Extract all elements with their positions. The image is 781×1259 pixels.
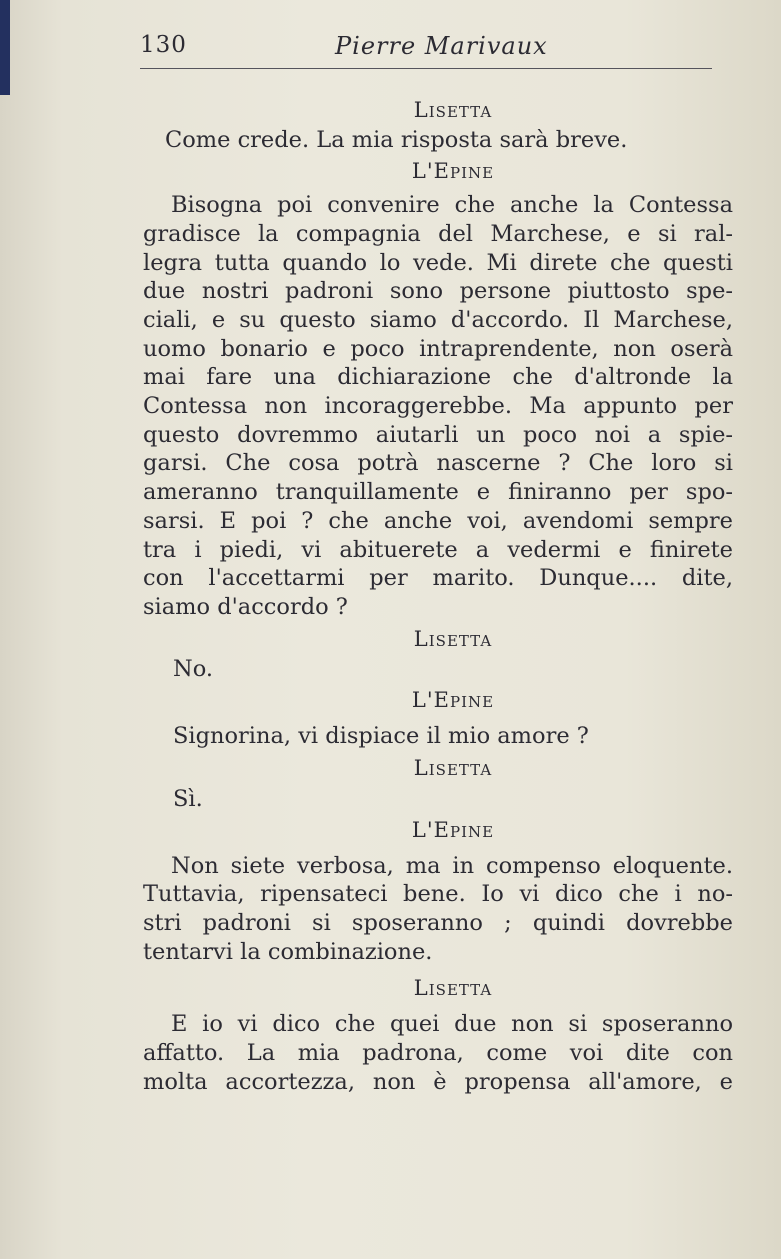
speech-paragraph xyxy=(143,852,733,967)
speaker-name: L'Epine xyxy=(411,688,495,713)
dialogue-turn xyxy=(143,974,733,1096)
speaker-name: L'Epine xyxy=(411,817,495,842)
header-rule xyxy=(140,68,712,69)
dialogue-turn xyxy=(143,157,733,621)
book-binding-edge xyxy=(0,0,10,95)
speech-line: mai fare una dichiarazione che d'altronde la xyxy=(143,364,733,391)
speech-line: Bisogna poi convenire che anche la Contessa xyxy=(171,192,733,219)
dialogue-turn xyxy=(143,816,733,967)
speech-line: tra i piedi, vi abituerete a vedermi e finirete xyxy=(143,536,733,563)
speech-line: legra tutta quando lo vede. Mi direte che questi xyxy=(143,249,733,276)
speech-line: Signorina, vi dispiace il mio amore ? xyxy=(173,722,589,749)
speech-line: garsi. Che cosa potrà nascerne ? Che loro si xyxy=(143,450,733,477)
speech-line: Tuttavia, ripensateci bene. Io vi dico che i no- xyxy=(143,881,733,908)
dialogue-turn xyxy=(143,96,733,154)
page-text xyxy=(143,96,733,1096)
speech-line: molta accortezza, non è propensa all'amore, e xyxy=(143,1068,733,1095)
dialogue-turn xyxy=(143,686,733,750)
speaker-name: Lisetta xyxy=(413,626,493,651)
speech-line: due nostri padroni sono persone piuttosto spe- xyxy=(143,278,733,305)
speech-line: questo dovremmo aiutarli un poco noi a spie- xyxy=(143,421,733,448)
speaker-name: Lisetta xyxy=(413,98,493,122)
speech-line: tentarvi la combinazione. xyxy=(143,938,433,965)
dialogue-turn xyxy=(143,754,733,813)
speech-line: E io vi dico che quei due non si sposeranno xyxy=(171,1011,733,1038)
speech-line: ameranno tranquillamente e finiranno per spo- xyxy=(143,479,733,506)
speaker-name: L'Epine xyxy=(411,159,495,184)
speaker-name: Lisetta xyxy=(413,756,493,781)
speech-line: gradisce la compagnia del Marchese, e si ral- xyxy=(143,220,733,247)
speech-line: stri padroni si sposeranno ; quindi dovrebbe xyxy=(143,909,733,936)
dialogue-turn xyxy=(143,625,733,684)
speech-line: affatto. La mia padrona, come voi dite con xyxy=(143,1039,733,1066)
speech-line: Come crede. La mia risposta sarà breve. xyxy=(165,126,628,153)
page-header xyxy=(140,30,730,70)
speech-line: Non siete verbosa, ma in compenso eloquente. xyxy=(171,852,733,879)
speech-line: Sì. xyxy=(173,786,203,813)
speech-line: Contessa non incoraggerebbe. Ma appunto per xyxy=(143,393,733,420)
speaker-name: Lisetta xyxy=(413,976,493,1001)
page-number: 130 xyxy=(140,32,187,58)
speech-line: No. xyxy=(173,656,213,683)
speech-line: uomo bonario e poco intraprendente, non oserà xyxy=(143,335,733,362)
speech-line: ciali, e su questo siamo d'accordo. Il Marchese, xyxy=(143,306,733,333)
speech-line: siamo d'accordo ? xyxy=(143,593,348,620)
speech-paragraph xyxy=(143,1010,733,1096)
speech-line: con l'accettarmi per marito. Dunque.... dite, xyxy=(143,565,733,592)
speech-paragraph xyxy=(143,191,733,622)
running-head: Pierre Marivaux xyxy=(335,32,548,60)
speech-line: sarsi. E poi ? che anche voi, avendomi sempre xyxy=(143,507,733,534)
